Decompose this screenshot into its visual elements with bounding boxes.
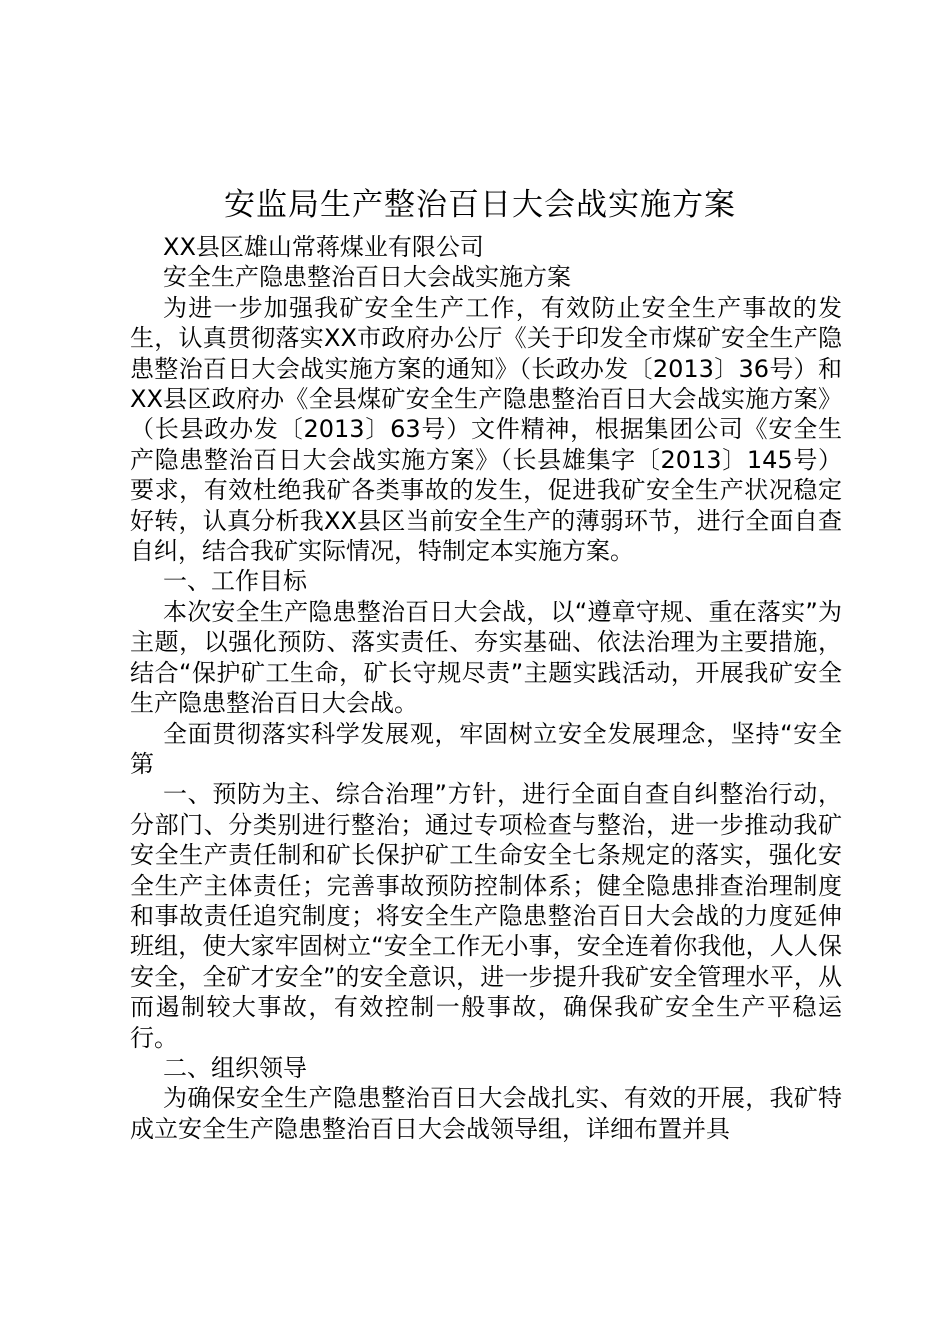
document-body	[130, 232, 842, 1144]
organization-paragraph: 为确保安全生产隐患整治百日大会战扎实、有效的开展，我矿特成立安全生产隐患整治百日大会战领导组，详细布置并具	[130, 1084, 842, 1143]
goals-paragraph: 本次安全生产隐患整治百日大会战，以“遵章守规、重在落实”为主题，以强化预防、落实责任、夯实基础、依法治理为主要措施，结合“保护矿工生命，矿长守规尽责”主题实践活动，开展我矿安全生产隐患整治百日大会战。	[130, 597, 842, 718]
guideline-paragraph: 全面贯彻落实科学发展观，牢固树立安全发展理念，坚持“安全第	[130, 719, 842, 778]
document-title: 安监局生产整治百日大会战实施方案	[224, 187, 736, 223]
section-heading-work-goals: 一、工作目标	[163, 567, 307, 596]
rectification-paragraph: 一、预防为主、综合治理”方针，进行全面自查自纠整治行动，分部门、分类别进行整治；通过专项检查与整治，进一步推动我矿安全生产责任制和矿长保护矿工生命安全七条规定的落实，强化安全生产主体责任；完善事故预防控制体系；健全隐患排查治理制度和事故责任追究制度；将安全生产隐患整治百日大会战的力度延伸班组，使大家牢固树立“安全工作无小事，安全连着你我他，人人保安全，全矿才安全”的安全意识，进一步提升我矿安全管理水平，从而遏制较大事故，有效控制一般事故，确保我矿安全生产平稳运行。	[130, 780, 842, 1052]
intro-paragraph: 为进一步加强我矿安全生产工作，有效防止安全生产事故的发生，认真贯彻落实XX市政府办公厅《关于印发全市煤矿安全生产隐患整治百日大会战实施方案的通知》（长政办发〔2013〕36号）和XX县区政府办《全县煤矿安全生产隐患整治百日大会战实施方案》（长县政办发〔2013〕63号）文件精神，根据集团公司《安全生产隐患整治百日大会战实施方案》（长县雄集字〔2013〕145号）要求，有效杜绝我矿各类事故的发生，促进我矿安全生产状况稳定好转，认真分析我XX县区当前安全生产的薄弱环节，进行全面自查自纠，结合我矿实际情况，特制定本实施方案。	[130, 293, 842, 566]
plan-subtitle-line: 安全生产隐患整治百日大会战实施方案	[163, 263, 571, 292]
company-name-line: XX县区雄山常蒋煤业有限公司	[163, 233, 484, 261]
section-heading-organization: 二、组织领导	[163, 1053, 307, 1082]
